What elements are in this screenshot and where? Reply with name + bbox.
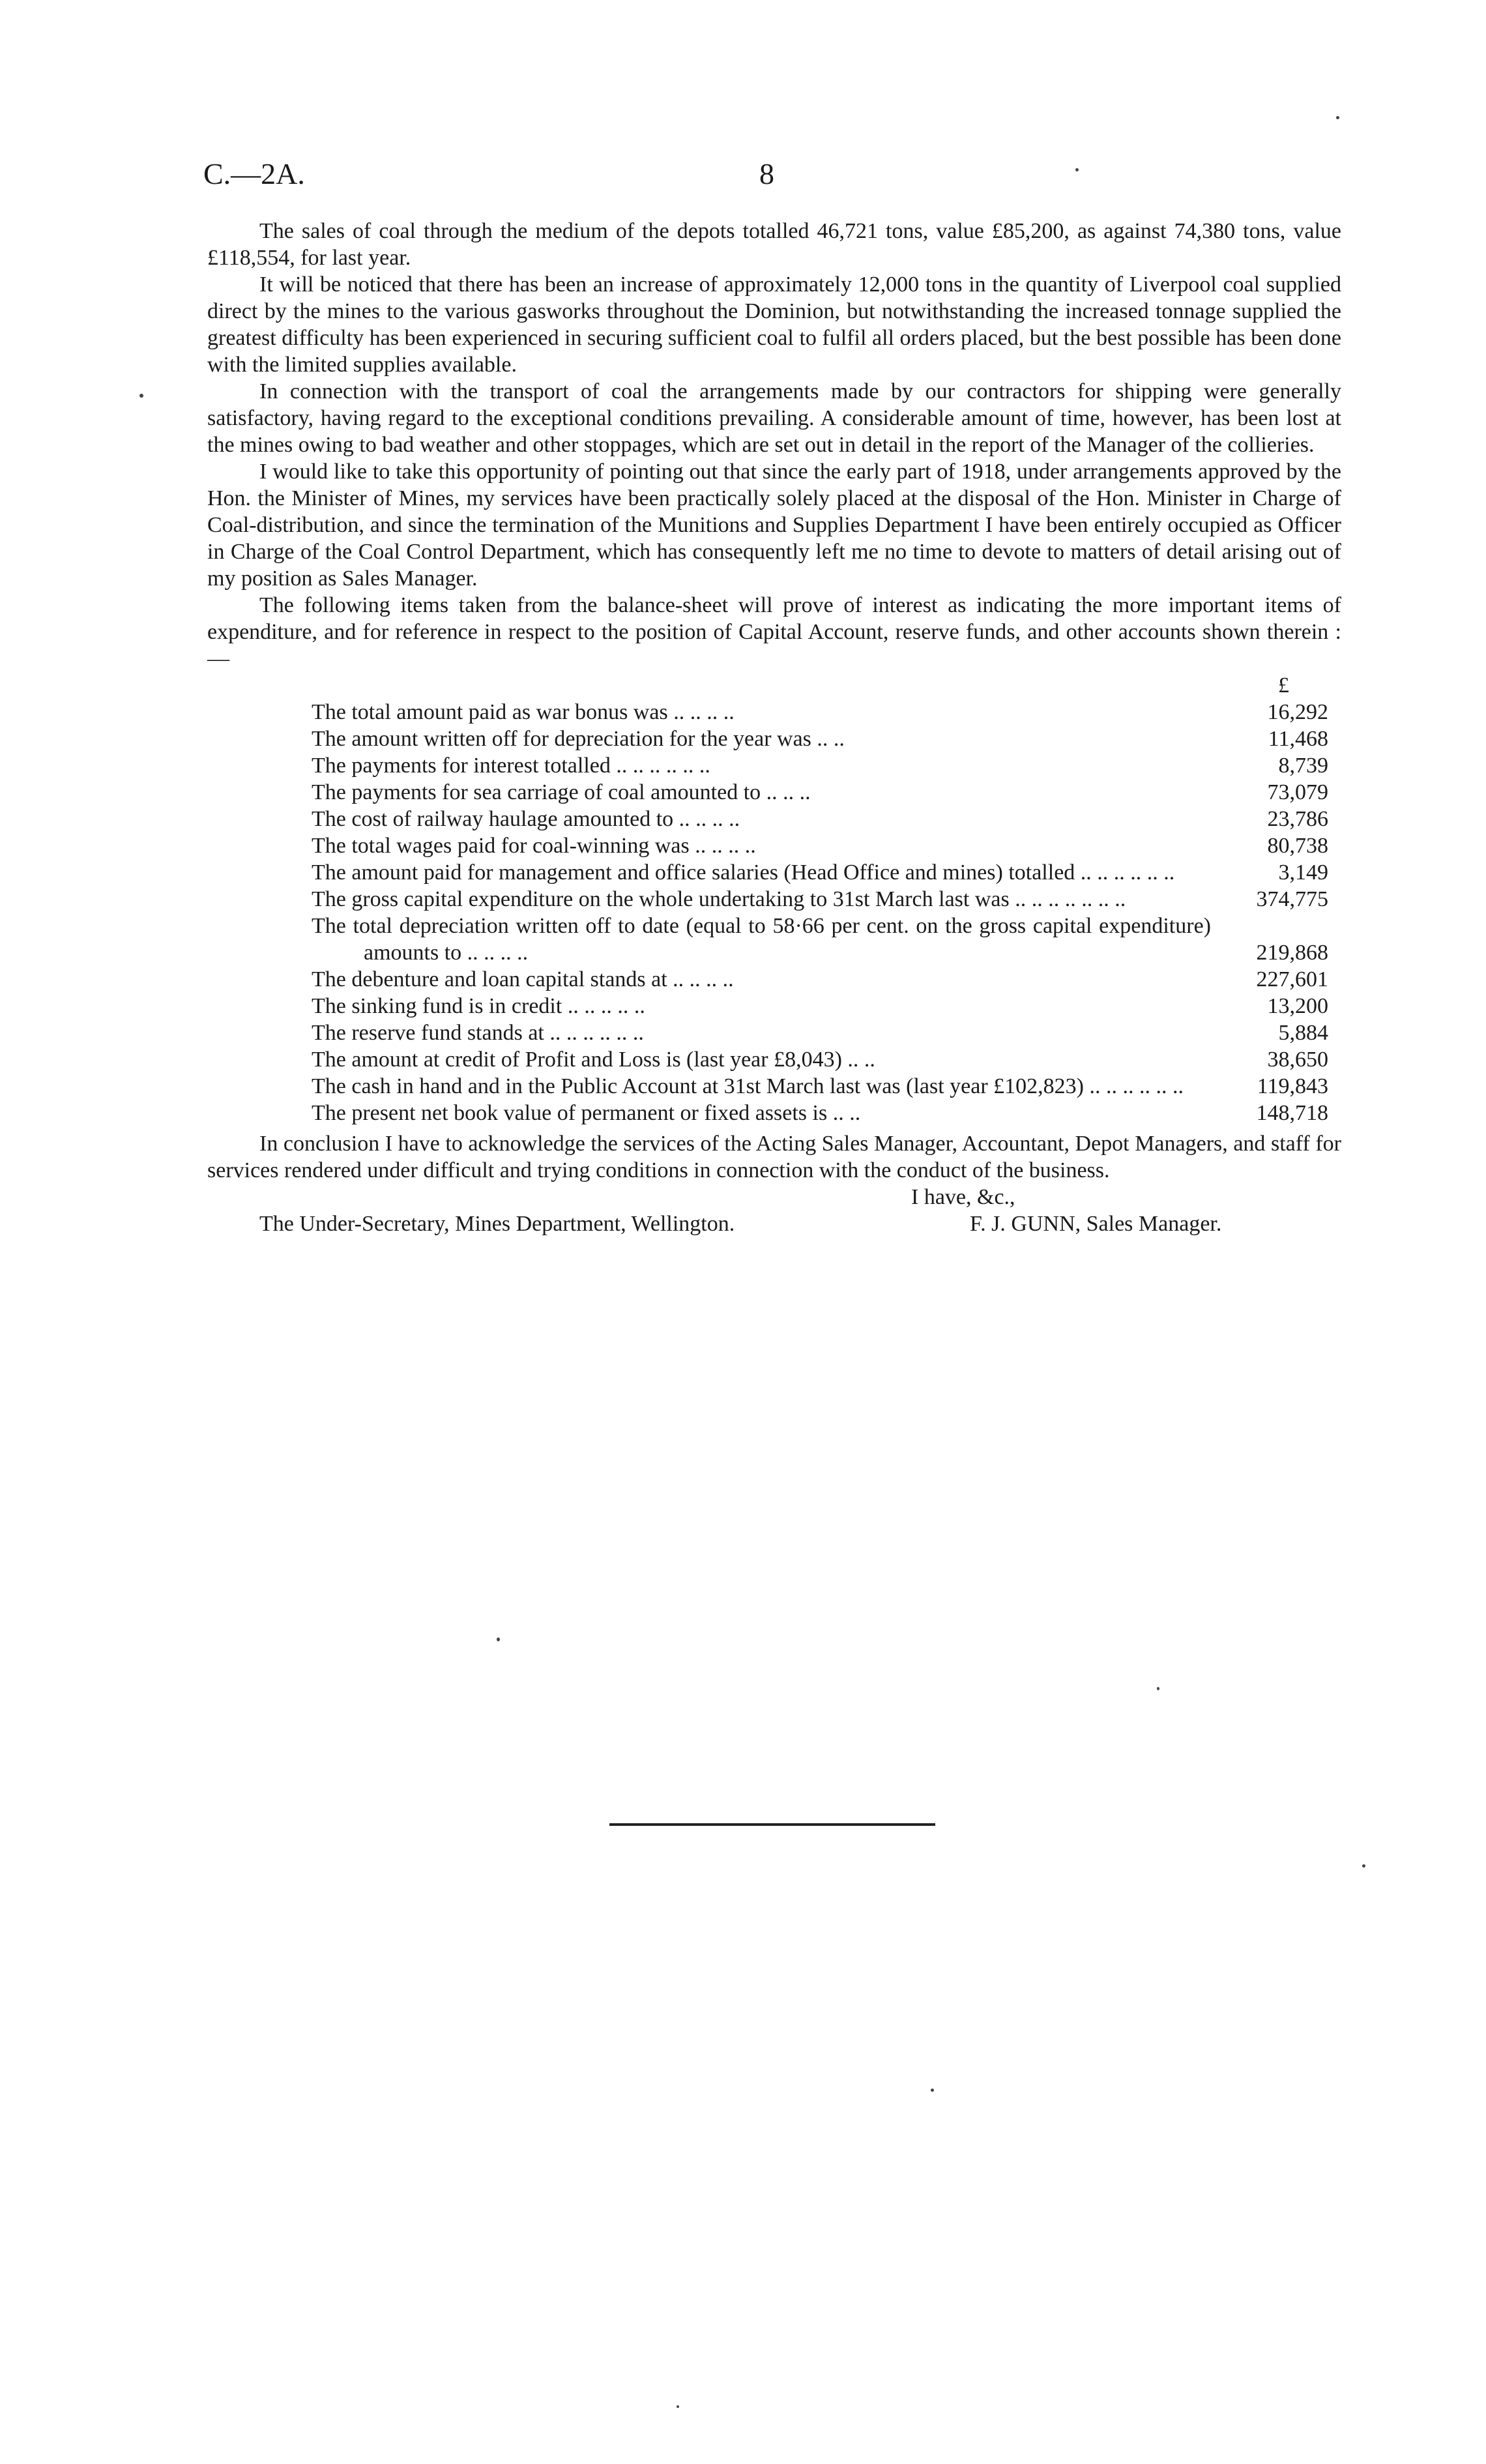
- item-description: The gross capital expenditure on the whole undertaking to 31st March last was .. .. .. .. .. .. ..: [312, 887, 1126, 911]
- list-item: [312, 806, 1328, 832]
- item-description: The sinking fund is in credit .. .. .. .. ..: [312, 994, 645, 1018]
- list-item: [312, 832, 1328, 859]
- item-description: The payments for sea carriage of coal amounted to .. .. ..: [312, 780, 811, 804]
- list-item: [312, 1100, 1328, 1126]
- list-item: [312, 913, 1328, 966]
- scan-speck: [139, 394, 143, 398]
- item-description: The amount at credit of Profit and Loss is (last year £8,043) .. ..: [312, 1048, 875, 1072]
- item-amount: 23,786: [1267, 807, 1328, 831]
- scan-speck: [677, 2405, 679, 2408]
- list-item: [312, 1019, 1328, 1046]
- paragraph-liverpool-coal: It will be noticed that there has been an increase of approximately 12,000 tons in the quantity of Liverpool coal supplied direct by the mines to the various gasworks throughout the Dominion, but notwithstanding the increased tonnage supplied the greatest difficulty has been experienced in securing sufficient coal to fulfil all orders placed, but the best possible has been done with the limited supplies available.: [207, 272, 1341, 377]
- paragraph-services: I would like to take this opportunity of pointing out that since the early part of 1918, under arrangements approved by the Hon. the Minister of Mines, my services have been practically solely placed at the disposal of the Hon. Minister in Charge of Coal-distribution, and since the termination of the Munitions and Supplies Department I have been entirely occupied as Officer in Charge of the Coal Control Department, which has consequently left me no time to devote to matters of detail arising out of my position as Sales Manager.: [207, 460, 1341, 591]
- item-amount: 119,843: [1257, 1074, 1328, 1098]
- item-description: The cash in hand and in the Public Account at 31st March last was (last year £102,823) .. .. .. .. .. ..: [312, 1074, 1184, 1098]
- balance-sheet-items: [312, 672, 1328, 1126]
- item-amount: 80,738: [1267, 834, 1328, 858]
- list-item: [312, 1046, 1328, 1073]
- item-amount: 5,884: [1278, 1021, 1328, 1045]
- paragraph-depot-sales: The sales of coal through the medium of the depots totalled 46,721 tons, value £85,200, as against 74,380 tons, value £118,554, for last year.: [207, 219, 1341, 270]
- page-header-reference: C.—2A.: [203, 157, 305, 190]
- item-amount: 3,149: [1278, 860, 1328, 885]
- list-item: [312, 859, 1328, 886]
- item-amount: 374,775: [1256, 887, 1328, 911]
- sign-off-block: [207, 1184, 1341, 1237]
- report-body: [207, 218, 1341, 1237]
- list-item: [312, 1073, 1328, 1100]
- item-description: The total wages paid for coal-winning was .. .. .. ..: [312, 834, 756, 858]
- item-amount: 227,601: [1256, 967, 1328, 991]
- list-item: [312, 993, 1328, 1019]
- item-amount: 11,468: [1268, 727, 1328, 751]
- list-item: [312, 752, 1328, 779]
- signature: F. J. GUNN, Sales Manager.: [970, 1212, 1222, 1236]
- currency-header: [312, 672, 1328, 699]
- list-item: [312, 726, 1328, 752]
- scan-speck: [1075, 168, 1079, 171]
- item-description: The cost of railway haulage amounted to .. .. .. ..: [312, 807, 740, 831]
- paragraph-closing: In conclusion I have to acknowledge the services of the Acting Sales Manager, Accountant, Depot Managers, and staff for services rendered under difficult and trying conditions in connection with the conduct of the business.: [207, 1132, 1341, 1182]
- item-amount: 219,868: [1256, 941, 1328, 965]
- scan-speck: [1336, 116, 1339, 119]
- end-rule-divider: [609, 1823, 935, 1826]
- item-amount: 8,739: [1278, 754, 1328, 778]
- greeting: I have, &c.,: [911, 1185, 1015, 1209]
- item-amount: 148,718: [1256, 1101, 1328, 1125]
- item-description: The amount written off for depreciation for the year was .. ..: [312, 727, 845, 751]
- item-description: The total amount paid as war bonus was .. .. .. ..: [312, 700, 735, 724]
- list-item: [312, 699, 1328, 726]
- scan-speck: [497, 1637, 500, 1641]
- item-description: The payments for interest totalled .. .. .. .. .. ..: [312, 754, 710, 778]
- list-item: [312, 779, 1328, 806]
- item-amount: 13,200: [1267, 994, 1328, 1018]
- list-item: [312, 966, 1328, 993]
- page-number: 8: [759, 157, 774, 190]
- item-description: The amount paid for management and office salaries (Head Office and mines) totalled .. .. .. .. .. ..: [312, 860, 1175, 885]
- list-item: [312, 886, 1328, 913]
- paragraph-balance-sheet-intro: The following items taken from the balance-sheet will prove of interest as indicating the more important items of expenditure, and for reference in respect to the position of Capital Account, reserve funds, and other accounts shown therein :—: [207, 593, 1341, 671]
- item-amount: 16,292: [1267, 700, 1328, 724]
- item-amount: 73,079: [1267, 780, 1328, 804]
- scan-speck: [1157, 1687, 1159, 1690]
- addressee: The Under-Secretary, Mines Department, Wellington.: [259, 1212, 735, 1236]
- scan-speck: [931, 2089, 934, 2092]
- scan-speck: [1362, 1864, 1365, 1868]
- currency-symbol: £: [1278, 673, 1289, 697]
- item-description: The debenture and loan capital stands at .. .. .. ..: [312, 967, 734, 991]
- paragraph-transport: In connection with the transport of coal the arrangements made by our contractors for shipping were generally satisfactory, having regard to the exceptional conditions prevailing. A considerable amount of time, however, has been lost at the mines owing to bad weather and other stoppages, which are set out in detail in the report of the Manager of the collieries.: [207, 379, 1341, 457]
- item-description: The reserve fund stands at .. .. .. .. .. ..: [312, 1021, 644, 1045]
- item-amount: 38,650: [1267, 1048, 1328, 1072]
- item-description: The total depreciation written off to date (equal to 58·66 per cent. on the gross capital expenditure) amounts to .. .. .. ..: [312, 914, 1211, 965]
- item-description: The present net book value of permanent or fixed assets is .. ..: [312, 1101, 861, 1125]
